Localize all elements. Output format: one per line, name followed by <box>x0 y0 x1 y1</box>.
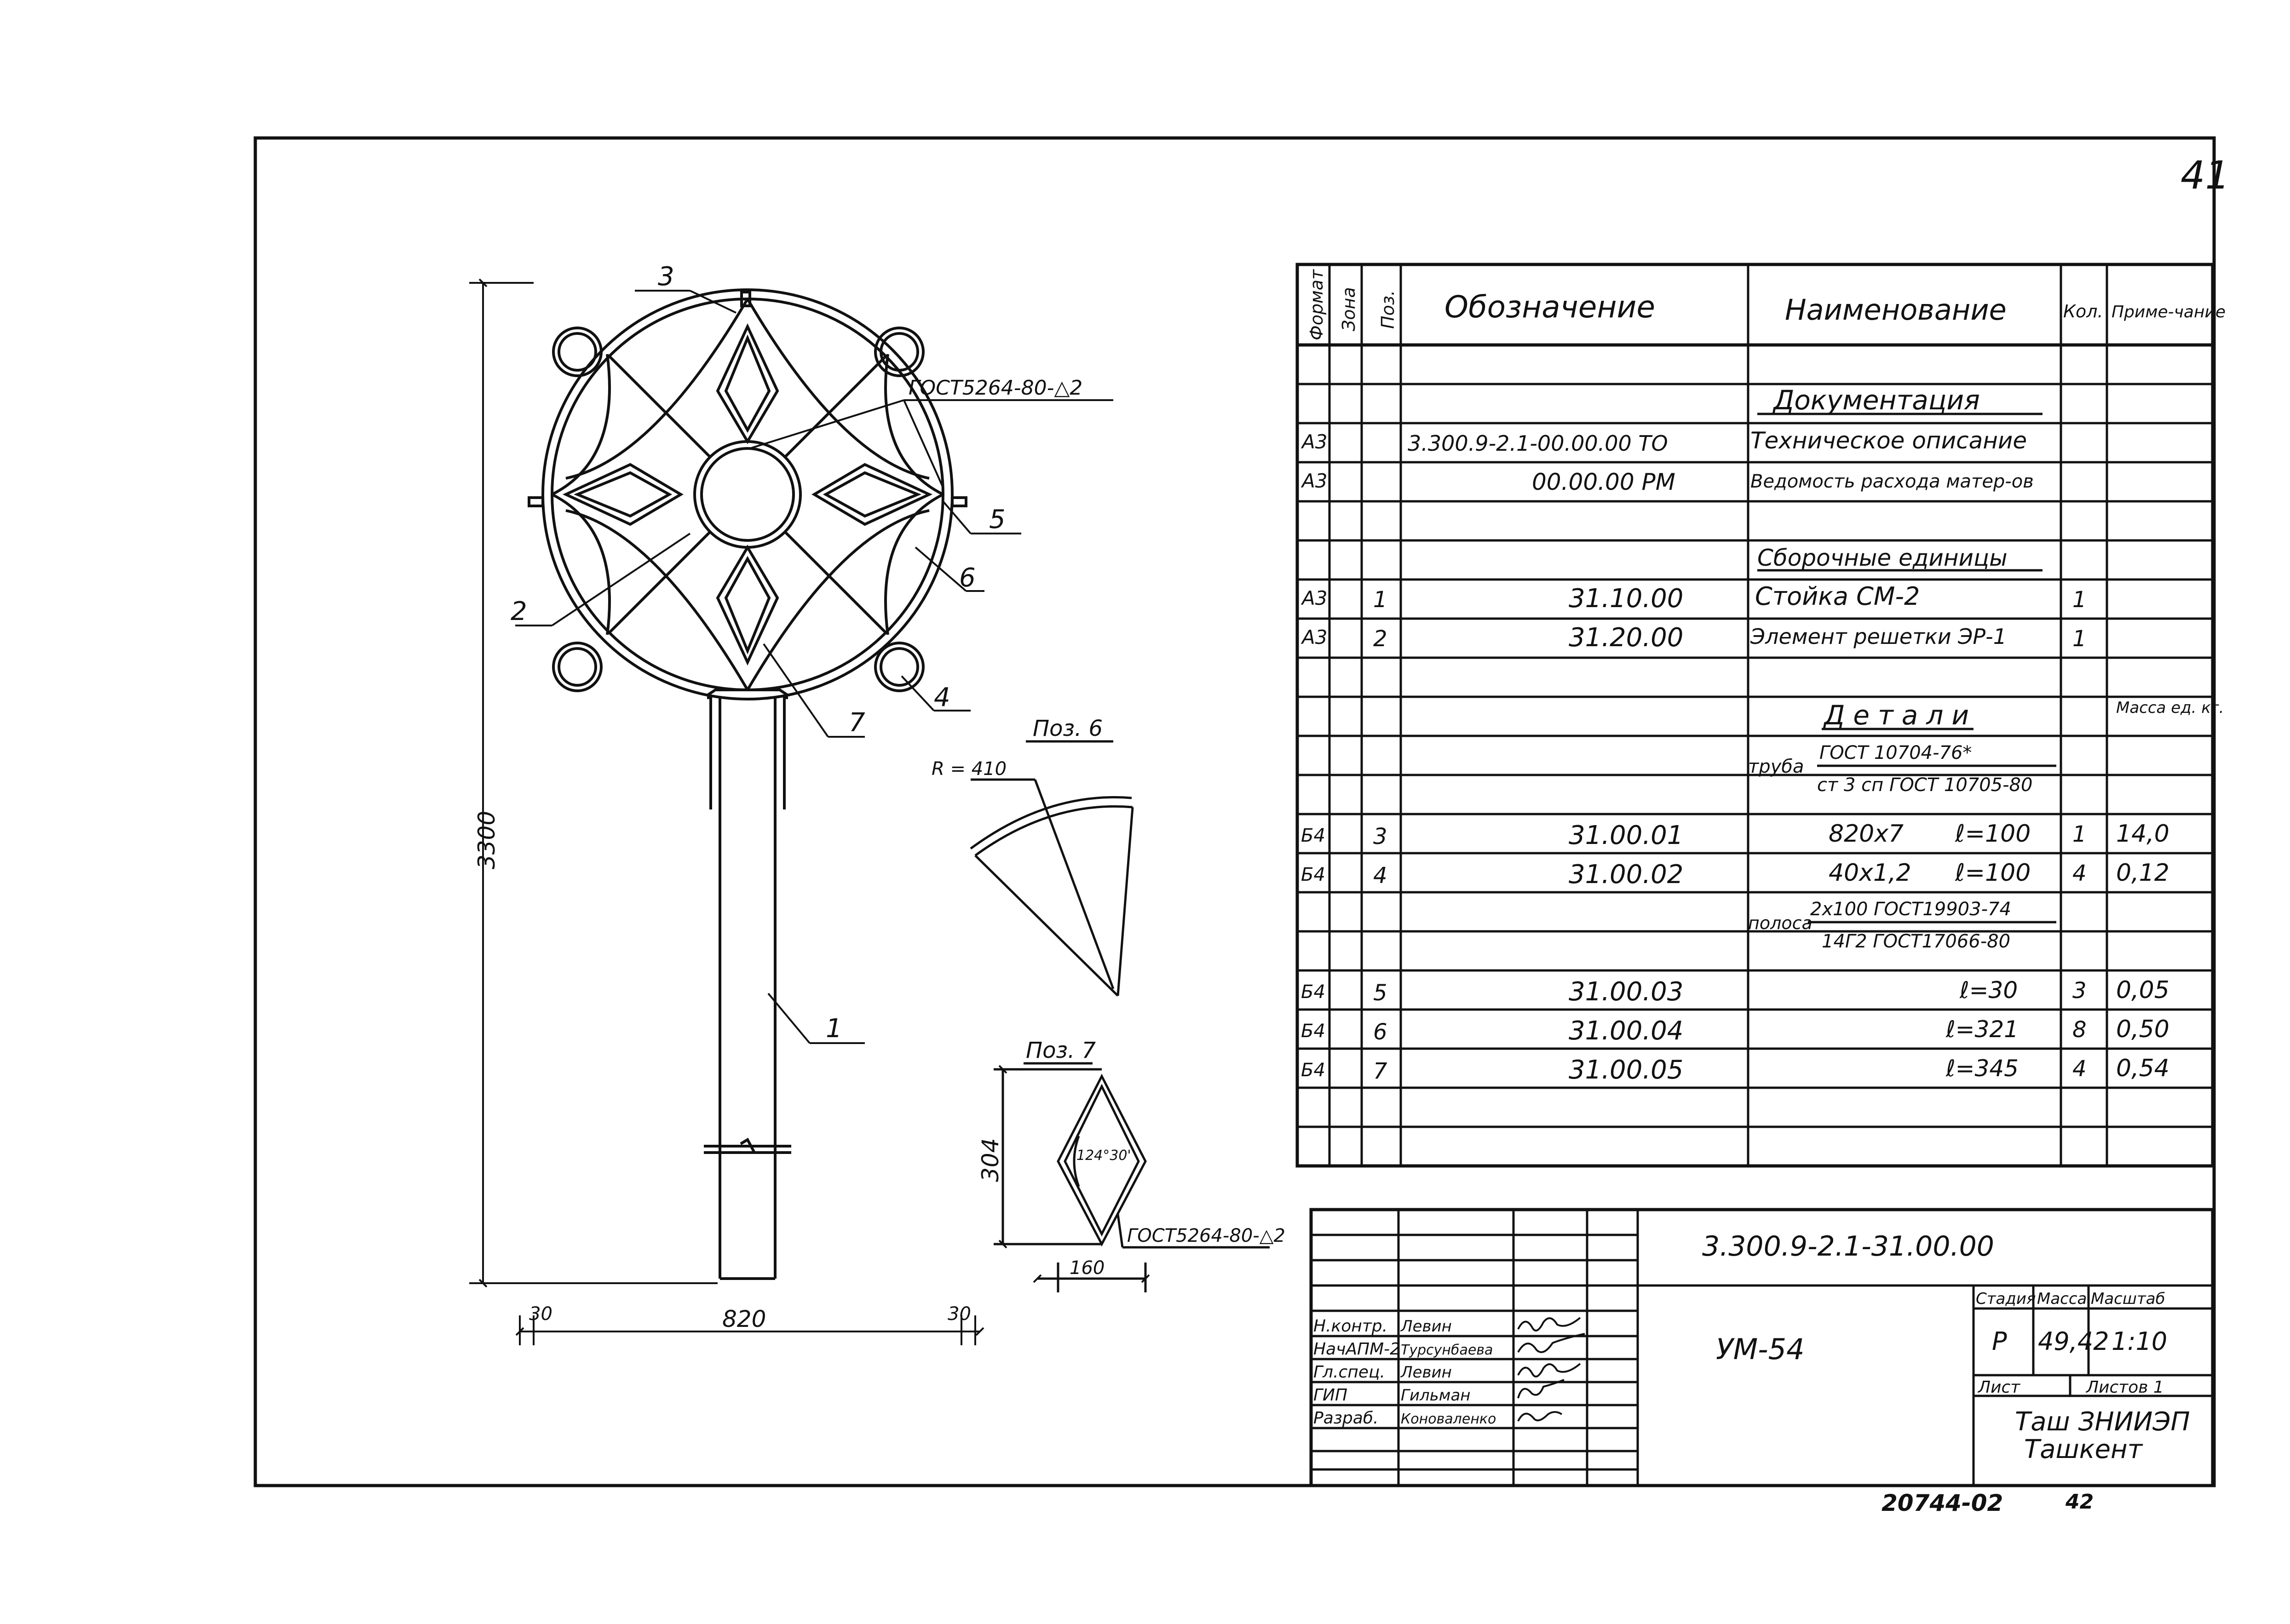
r9-length: ℓ=345 <box>1946 1055 2019 1082</box>
pos7-title: Поз. 7 <box>1026 1038 1096 1063</box>
callout-leaders <box>515 291 1113 1043</box>
r2-format: А3 <box>1302 470 1328 492</box>
r9-designation: 31.00.05 <box>1569 1055 1684 1085</box>
r3-pos: 1 <box>1373 587 1387 613</box>
header-format: Формат <box>1306 269 1327 340</box>
r1-format: А3 <box>1302 430 1328 453</box>
r6-mass: 0,12 <box>2116 859 2169 887</box>
pipe-label: труба <box>1748 756 1804 777</box>
spec-headers <box>1306 269 2226 340</box>
r3-name: Стойка СМ-2 <box>1755 582 1920 611</box>
dim-width: 820 <box>722 1306 766 1332</box>
r8-qty: 8 <box>2072 1017 2087 1043</box>
r4-qty: 1 <box>2072 626 2087 652</box>
mass-note: Масса ед. кг. <box>2116 699 2224 717</box>
mass-value: 49,42 <box>2038 1327 2109 1356</box>
r4-designation: 31.20.00 <box>1569 623 1684 653</box>
scale-header: Масштаб <box>2091 1290 2165 1308</box>
header-qty: Кол. <box>2063 301 2103 321</box>
callout-2: 2 <box>511 597 527 626</box>
header-zone: Зона <box>1339 287 1359 331</box>
scale-value: 1:10 <box>2112 1327 2168 1356</box>
pos6-radius: R = 410 <box>932 758 1007 780</box>
r3-qty: 1 <box>2072 587 2087 613</box>
weld-note: ГОСТ5264-80-△2 <box>909 376 1083 400</box>
pos7-width: 160 <box>1070 1257 1105 1279</box>
r8-pos: 6 <box>1373 1019 1387 1045</box>
sheet-header: Лист <box>1978 1378 2020 1397</box>
role-3: Гл.спец. <box>1313 1363 1385 1382</box>
r7-mass: 0,05 <box>2116 976 2169 1004</box>
r5-designation: 31.00.01 <box>1569 821 1684 850</box>
pos7-weld: ГОСТ5264-80-△2 <box>1127 1225 1285 1246</box>
mass-header: Масса <box>2037 1290 2087 1308</box>
person-5: Коноваленко <box>1401 1411 1496 1427</box>
title-block-roles <box>1313 1317 1496 1428</box>
person-1: Левин <box>1401 1317 1452 1336</box>
callout-7: 7 <box>849 708 865 738</box>
r7-pos: 5 <box>1373 980 1387 1006</box>
r9-qty: 4 <box>2072 1056 2087 1082</box>
r4-name: Элемент решетки ЭР-1 <box>1750 624 2007 649</box>
lattice-element-drawing <box>529 290 966 1279</box>
strip-gost1: 2х100 ГОСТ19903-74 <box>1810 899 2011 920</box>
pipe-gost1: ГОСТ 10704-76* <box>1819 742 1972 763</box>
header-name: Наименование <box>1785 293 2007 327</box>
r6-size: 40х1,2 <box>1829 859 1911 887</box>
person-3: Левин <box>1401 1363 1452 1382</box>
r3-designation: 31.10.00 <box>1569 584 1684 614</box>
callout-3: 3 <box>658 262 674 292</box>
r5-mass: 14,0 <box>2116 820 2169 848</box>
main-dimensions <box>469 283 980 1345</box>
r4-format: А3 <box>1302 626 1328 648</box>
dim-side-right: 30 <box>948 1303 971 1325</box>
sheet-number: 41 <box>2181 153 2230 198</box>
callout-4: 4 <box>934 683 950 712</box>
pos6-title: Поз. 6 <box>1033 716 1103 741</box>
archive-stamp: 20744-02 <box>1881 1490 2003 1516</box>
r5-pos: 3 <box>1373 824 1387 849</box>
strip-label: полоса <box>1748 913 1812 933</box>
r7-length: ℓ=30 <box>1960 977 2018 1004</box>
org-name: Таш ЗНИИЭП <box>2015 1407 2190 1437</box>
r3-format: А3 <box>1302 587 1328 609</box>
r6-designation: 31.00.02 <box>1569 860 1684 889</box>
role-4: ГИП <box>1313 1386 1348 1405</box>
r2-designation: 00.00.00 РМ <box>1532 469 1675 495</box>
callout-1: 1 <box>826 1014 842 1044</box>
role-1: Н.контр. <box>1313 1317 1388 1336</box>
archive-stamp-page: 42 <box>2066 1490 2094 1514</box>
r7-qty: 3 <box>2072 978 2087 1004</box>
drawing-name: УМ-54 <box>1716 1332 1805 1366</box>
header-note: Приме-чание <box>2112 303 2226 321</box>
callout-5: 5 <box>989 505 1006 534</box>
stage-header: Стадия <box>1976 1290 2036 1308</box>
pos7-height: 304 <box>977 1138 1004 1182</box>
pos7-angle: 124°30' <box>1076 1148 1131 1164</box>
title-block-text <box>1702 1230 2190 1464</box>
r9-pos: 7 <box>1373 1058 1387 1084</box>
r8-designation: 31.00.04 <box>1569 1016 1684 1046</box>
header-designation: Обозначение <box>1444 289 1655 325</box>
org-city: Ташкент <box>2024 1435 2143 1464</box>
r2-name: Ведомость расхода матер-ов <box>1750 471 2034 492</box>
drawing-code: 3.300.9-2.1-31.00.00 <box>1702 1230 1994 1262</box>
person-4: Гильман <box>1401 1386 1471 1405</box>
dim-side-left: 30 <box>529 1303 552 1325</box>
section-assemblies: Сборочные единицы <box>1757 545 2008 571</box>
header-pos: Поз. <box>1378 290 1398 329</box>
pipe-gost2: ст 3 сп ГОСТ 10705-80 <box>1817 775 2033 796</box>
r6-format: Б4 <box>1301 864 1325 885</box>
r4-pos: 2 <box>1373 626 1387 652</box>
r8-mass: 0,50 <box>2116 1016 2169 1043</box>
r8-format: Б4 <box>1301 1021 1325 1042</box>
r7-format: Б4 <box>1301 981 1325 1003</box>
dim-height: 3300 <box>473 810 500 869</box>
r9-mass: 0,54 <box>2116 1055 2169 1082</box>
r9-format: Б4 <box>1301 1060 1325 1081</box>
r6-length: ℓ=100 <box>1955 859 2031 887</box>
detail-pos7 <box>994 1063 1270 1292</box>
r7-designation: 31.00.03 <box>1569 977 1684 1007</box>
stage-value: Р <box>1992 1327 2007 1356</box>
person-2: Турсунбаева <box>1401 1342 1493 1358</box>
r5-qty: 1 <box>2072 821 2087 847</box>
section-details: Детали <box>1824 700 1978 731</box>
r6-pos: 4 <box>1373 863 1387 889</box>
r5-format: Б4 <box>1301 825 1325 846</box>
sheets-header: Листов 1 <box>2086 1378 2164 1397</box>
r5-size: 820х7 <box>1829 820 1904 848</box>
role-5: Разраб. <box>1313 1409 1379 1428</box>
r1-designation: 3.300.9-2.1-00.00.00 ТО <box>1408 431 1668 456</box>
role-2: НачАПМ-2 <box>1313 1340 1401 1359</box>
section-documents: Документация <box>1773 384 1980 416</box>
callout-6: 6 <box>959 563 976 593</box>
r5-length: ℓ=100 <box>1955 820 2031 848</box>
r8-length: ℓ=321 <box>1946 1016 2019 1043</box>
r6-qty: 4 <box>2072 861 2087 886</box>
r1-name: Техническое описание <box>1750 427 2027 454</box>
strip-gost2: 14Г2 ГОСТ17066-80 <box>1822 931 2011 952</box>
